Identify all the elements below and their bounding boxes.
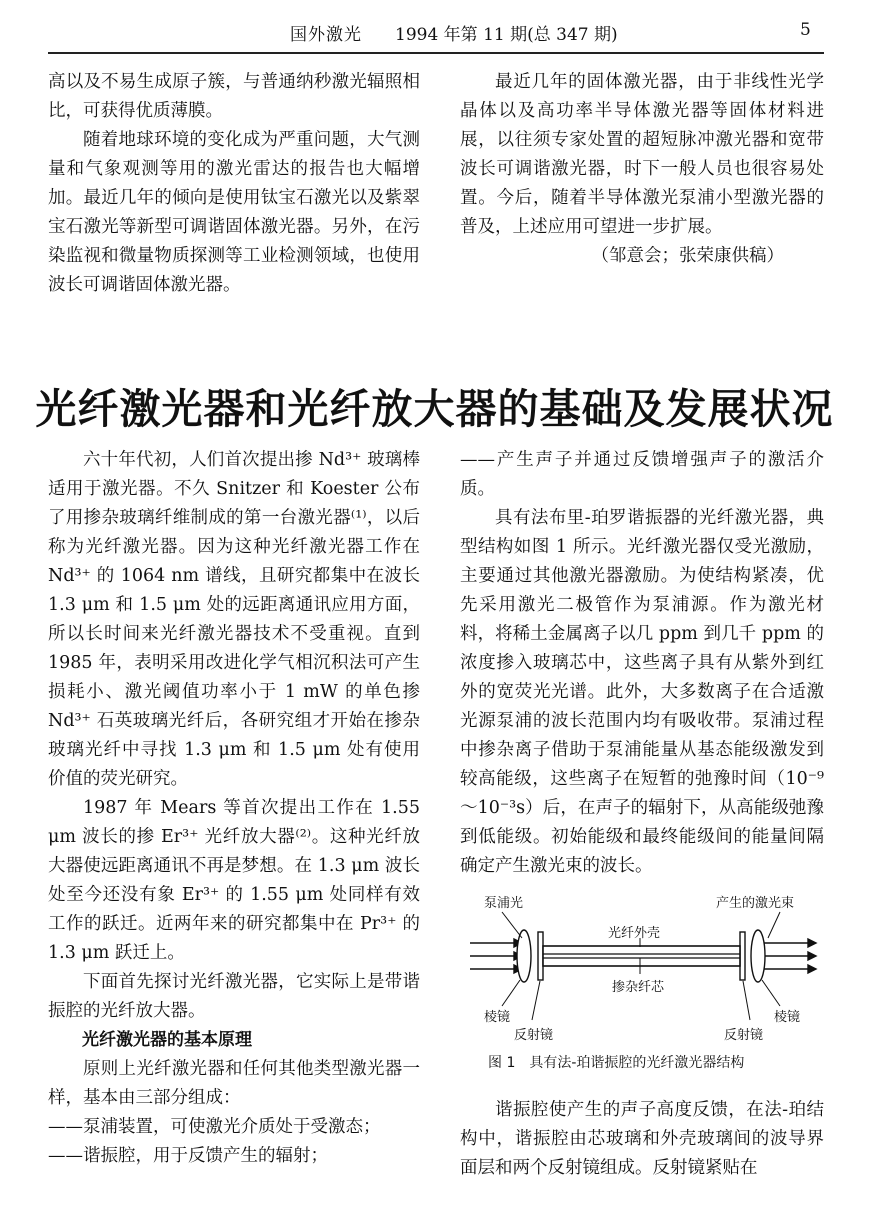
previous-article-right-column (460, 68, 824, 271)
label-fiber-cladding: 光纤外壳 (608, 926, 661, 941)
label-pump-light: 泵浦光 (484, 896, 524, 911)
paragraph: 1987 年 Mears 等首次提出工作在 1.55 μm 波长的掺 Er³⁺ 光纤放大器⁽²⁾。这种光纤放大器使远距离通讯不再是梦想。在 1.3 μm 波长处至今还没有象 Er³⁺ 的 1.55 μm 处同样有效工作的跃迁。近两年来的研究都集中在 Pr³⁺ 的 1.3 μm 跃迁上。 (48, 798, 420, 963)
journal-name: 国外激光 (290, 25, 362, 45)
paragraph: 六十年代初，人们首次提出掺 Nd³⁺ 玻璃棒适用于激光器。不久 Snitzer 和 Koester 公布了用掺杂玻璃纤维制成的第一台激光器⁽¹⁾，以后称为光纤激光器。因为这种光纤激光器工作在 Nd³⁺ 的 1064 nm 谱线，且研究都集中在波长 1.3 μm 和 1.5 μm 处的远距离通讯应用方面，所以长时间来光纤激光器技术不受重视。直到 1985 年，表明采用改进化学气相沉积法可产生损耗小、激光阈值功率小于 1 mW 的单色掺 Nd³⁺ 石英玻璃光纤后，各研究组才开始在掺杂玻璃光纤中寻找 1.3 μm 和 1.5 μm 处有使用价值的荧光研究。 (48, 450, 420, 789)
label-doped-core: 掺杂纤芯 (612, 980, 665, 995)
paragraph: 高以及不易生成原子簇，与普通纳秒激光辐照相比，可获得优质薄膜。 (48, 72, 420, 121)
label-lens-left: 棱镜 (484, 1010, 511, 1025)
article-right-column (460, 446, 824, 881)
label-mirror-right: 反射镜 (724, 1028, 764, 1043)
issue-info: 1994 年第 11 期(总 347 期) (395, 25, 618, 45)
paragraph: 原则上光纤激光器和任何其他类型激光器一样，基本由三部分组成： (48, 1059, 420, 1108)
paragraph: 具有法布里-珀罗谐振器的光纤激光器，典型结构如图 1 所示。光纤激光器仅受光激励，主要通过其他激光器激励。为使结构紧凑，优先采用激光二极管作为泵浦源。作为激光材料，将稀土金属离子以几 ppm 到几千 ppm 的浓度掺入玻璃芯中，这些离子具有从紫外到红外的宽荧光光谱。此外，大多数离子在合适激光源泵浦的波长范围内均有吸收带。泵浦过程中掺杂离子借助于泵浦能量从基态能级激发到较高能级，这些离子在短暂的弛豫时间（10⁻⁹～10⁻³s）后，在声子的辐射下，从高能级弛豫到低能级。初始能级和最终能级间的能量间隔确定产生激光束的波长。 (460, 508, 824, 876)
right-lens (751, 930, 765, 982)
author-credit: （邹意会；张荣康供稿） (591, 246, 784, 266)
paragraph: 下面首先探讨光纤激光器，它实际上是带谐振腔的光纤放大器。 (48, 972, 420, 1021)
fiber-cladding (543, 946, 740, 966)
page-number: 5 (800, 20, 811, 40)
output-arrows (762, 939, 816, 973)
article-left-column (48, 446, 420, 1171)
page-header (0, 0, 869, 48)
label-mirror-left: 反射镜 (514, 1028, 554, 1043)
label-lens-right: 棱镜 (774, 1010, 801, 1025)
figure-caption: 图 1 具有法-珀谐振腔的光纤激光器结构 (488, 1055, 745, 1071)
left-lens (517, 930, 531, 982)
label-output-beam: 产生的激光束 (716, 896, 795, 911)
pump-arrows (470, 939, 522, 973)
section-subheading: 光纤激光器的基本原理 (82, 1030, 252, 1050)
paragraph: 谐振腔使产生的声子高度反馈，在法-珀结构中，谐振腔由芯玻璃和外壳玻璃间的波导界面层和两个反射镜组成。反射镜紧贴在 (460, 1100, 824, 1178)
article-title: 光纤激光器和光纤放大器的基础及发展状况 (35, 385, 834, 433)
paragraph: 最近几年的固体激光器，由于非线性光学晶体以及高功率半导体激光器等固体材料进展，以往须专家处置的超短脉冲激光器和宽带波长可调谐激光器，时下一般人员也很容易处置。今后，随着半导体激光泵浦小型激光器的普及，上述应用可望进一步扩展。 (460, 72, 824, 237)
list-item: ——泵浦装置，可使激光介质处于受激态； (48, 1117, 381, 1137)
header-rule (48, 52, 824, 54)
previous-article-left-column (48, 68, 420, 300)
figure-fiber-laser-diagram (462, 888, 824, 1078)
paragraph: 随着地球环境的变化成为严重问题，大气测量和气象观测等用的激光雷达的报告也大幅增加。最近几年的倾向是使用钛宝石激光以及紫翠宝石激光等新型可调谐固体激光器。另外，在污染监视和微量物质探测等工业检测领域，也使用波长可调谐固体激光器。 (48, 130, 420, 295)
article-right-column-continued (460, 1096, 824, 1183)
paragraph: ——产生声子并通过反馈增强声子的激活介质。 (460, 450, 824, 499)
list-item: ——谐振腔，用于反馈产生的辐射； (48, 1146, 328, 1166)
